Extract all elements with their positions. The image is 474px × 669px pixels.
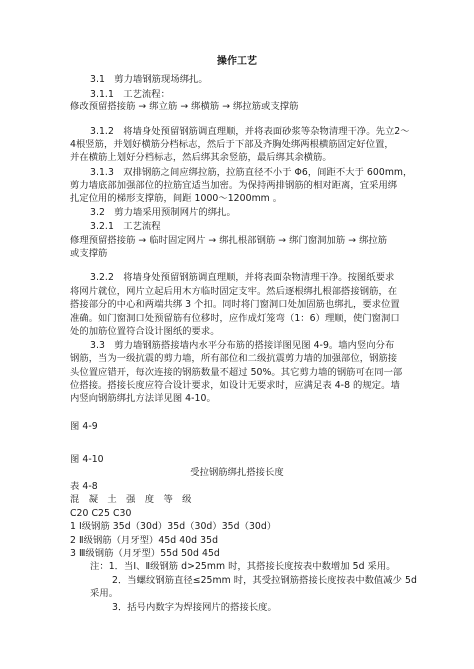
table-row: 2 Ⅱ级钢筋（月牙型）45d 40d 35d (70, 535, 219, 546)
process-flow: 修理预留搭接筋 → 临时固定网片 → 绑扎根部钢筋 → 绑门窗洞加筋 → 绑拉筋 (70, 235, 388, 246)
figure-label: 图 4-9 (70, 421, 98, 432)
paragraph-line: 位搭接。搭接长度应符合设计要求，如设计无要求时，应满足表 4-8 的规定。墙 (70, 380, 400, 391)
page-title: 操作工艺 (216, 56, 258, 67)
subsection-heading: 3.2.1 工艺流程 (90, 221, 161, 232)
figure-label: 图 4-10 (70, 454, 104, 465)
note-line: 2．当螺纹钢筋直径≤25mm 时，其受拉钢筋搭接长度按表中数值减少 5d (112, 575, 417, 586)
section-heading: 3.1 剪力墙钢筋现场绑扎。 (90, 74, 208, 85)
paragraph-line: 3.2.2 将墙身处预留钢筋调直理顺，并将表面杂物清理干净。按图纸要求 (90, 272, 395, 283)
table-header: C20 C25 C30 (70, 508, 132, 519)
paragraph-line: 4根竖筋，并划好横筋分档标志，然后于下部及齐胸处绑两根横筋固定好位置， (70, 139, 394, 150)
paragraph-line: 钢筋，当为一级抗震的剪力墙，所有部位和二级抗震剪力墙的加强部位，钢筋接 (70, 353, 398, 364)
subsection-heading: 3.1.1 工艺流程： (90, 89, 170, 100)
paragraph-line: 准确。如门窗洞口处预留筋有位移时，应作成灯笼弯（1：6）理顺，使门窗洞口 (70, 313, 400, 324)
table-row: 3 Ⅲ级钢筋（月牙型）55d 50d 45d (70, 548, 220, 559)
table-title: 受拉钢筋绑扎搭接长度 (190, 467, 284, 478)
table-row: 1 Ⅰ级钢筋 35d（30d）35d（30d）35d（30d） (70, 521, 277, 532)
note-line: 3．括号内数字为焊接网片的搭接长度。 (112, 602, 277, 613)
paragraph-line: 内竖向钢筋绑扎方法详见图 4-10。 (70, 393, 216, 404)
table-header: 混 凝 土 强 度 等 级 (70, 494, 192, 505)
paragraph-line: 并在横筋上划好分档标志，然后绑其余竖筋，最后绑其余横筋。 (70, 152, 332, 163)
paragraph-line: 处的加筋位置符合设计图纸的要求。 (70, 326, 220, 337)
paragraph-line: 剪力墙底部加强部位的拉筋宜适当加密。为保持两排钢筋的相对距离，宜采用绑 (70, 180, 398, 191)
paragraph-line: 将网片就位，网片立起后用木方临时固定支牢。然后逐根绑扎根部搭接钢筋，在 (70, 286, 398, 297)
paragraph-line: 扎定位用的梯形支撑筋，间距 1000～1200mm 。 (70, 193, 283, 204)
note-line: 采用。 (90, 588, 119, 599)
table-label: 表 4-8 (70, 481, 98, 492)
paragraph-line: 头位置应错开，每次连接的钢筋数量不超过 50%。其它剪力墙的钢筋可在同一部 (70, 367, 403, 378)
process-flow: 或支撑筋 (70, 248, 108, 259)
paragraph-line: 3.1.2 将墙身处预留钢筋调直理顺，并将表面砂浆等杂物清理干净。先立2～ (90, 126, 410, 137)
process-flow: 修改预留搭接筋 → 绑立筋 → 绑横筋 → 绑拉筋或支撑筋 (70, 101, 299, 112)
note-line: 注：1．当Ⅰ、Ⅱ级钢筋 d>25mm 时，其搭接长度按表中数增加 5d 采用。 (90, 561, 396, 572)
paragraph-line: 3.1.3 双排钢筋之间应绑拉筋，拉筋直径不小于 Φ6，间距不大于 600mm， (90, 167, 413, 178)
paragraph-line: 3.3 剪力墙钢筋搭接墙内水平分布筋的搭接详图见图 4-9。墙内竖向分布 (90, 340, 395, 351)
section-heading: 3.2 剪力墙采用预制网片的绑扎。 (90, 207, 236, 218)
paragraph-line: 搭接部分的中心和两端共绑 3 个扣。同时将门窗洞口处加固筋也绑扎，要求位置 (70, 299, 400, 310)
